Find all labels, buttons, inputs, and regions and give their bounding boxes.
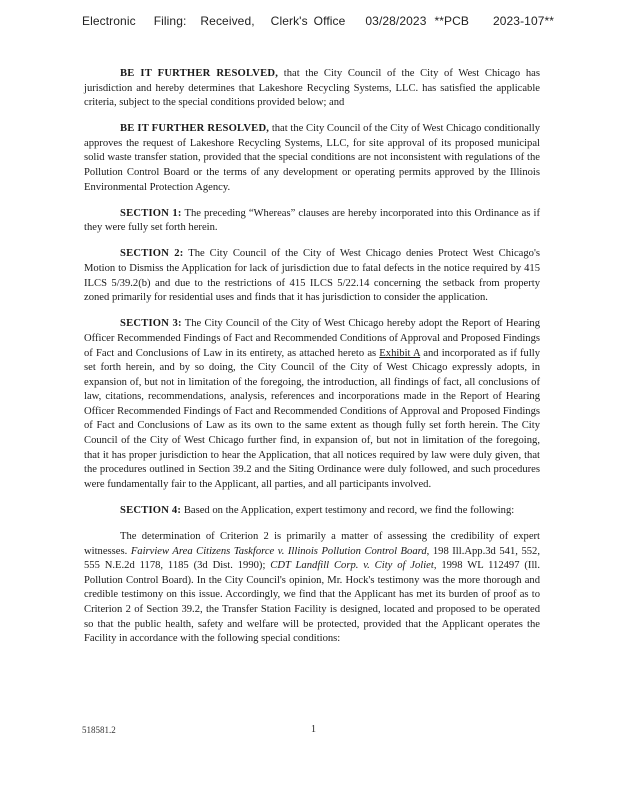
criterion-2-findings-paragraph xyxy=(84,530,540,647)
section-3-paragraph xyxy=(84,317,540,492)
paragraph-text: that the City Council of the City of West Chicago conditionally approves the request of Lakeshore Recycling Systems, LLC, for site approval of its proposed municipal solid waste transfer station, provided that the special conditions are not inconsistent with regulations of the Pollution Control Board or the terms of any development or operating permits approved by the Illinois Environmental Protection Agency. xyxy=(84,123,540,193)
stamp-word: Electronic xyxy=(82,14,136,28)
section-4-paragraph xyxy=(84,504,540,519)
section-1-paragraph xyxy=(84,207,540,236)
paragraph-text: and incorporated as if fully set forth herein, and by so doing, the City Council of the City of West Chicago expressly adopts, in expansion of, but not in limitation of the foregoing, the introduction, all findings of fact, all conclusions of law, citations, recommendations, analysis, references and incorporations made in the Report of Hearing Officer Recommended Findings of Fact and Recommended Conditions of Approval and Proposed Findings of Fact and Conclusions of Law as its own to the same extent as though fully set forth herein. The City Council of the City of West Chicago further find, in expansion of, but not in limitation of the foregoing, that it has proper jurisdiction to hear the Application, that all notices required by law were duly given, that the procedures outlined in Section 39.2 and the Siting Ordinance were duly followed, and such procedures were fundamentally fair to the Applicant, all parties, and all participants involved. xyxy=(84,347,540,490)
paragraph-text: that the City Council of the City of West Chicago has jurisdiction and hereby determines that Lakeshore Recycling Systems, LLC. has satisfied the applicable criteria, subject to the special conditions provided below; and xyxy=(84,68,540,109)
resolution-lead: BE IT FURTHER RESOLVED, xyxy=(120,68,279,79)
stamp-case-number: 2023-107** xyxy=(492,14,555,28)
section-heading: SECTION 3: xyxy=(120,318,182,330)
stamp-word: Filing: xyxy=(153,14,187,28)
stamp-date: 03/28/2023 xyxy=(365,14,427,28)
stamp-word: **PCB xyxy=(434,14,469,28)
resolution-paragraph-jurisdiction xyxy=(84,67,540,111)
stamp-word: Office xyxy=(313,14,346,28)
section-2-paragraph xyxy=(84,247,540,305)
stamp-word: Received, xyxy=(200,14,255,28)
paragraph-text: , 1998 WL 112497 (Ill. Pollution Control Board). In the City Council's opinion, Mr. Hock's testimony was the more thorough and credible testimony on this issue. Accordingly, we find that the Applicant has met its burden of proof as to Criterion 2 of Section 39.2, the Transfer Station Facility is designed, located and proposed to be operated so that the public health, safety and welfare will be protected, provided that the Applicant operates the Facility in accordance with the following special conditions: xyxy=(84,560,540,645)
case-citation: Fairview Area Citizens Taskforce v. Illinois Pollution Control Board xyxy=(130,545,427,557)
case-citation: CDT Landfill Corp. v. City of Joliet xyxy=(270,560,434,572)
section-heading: SECTION 1: xyxy=(120,207,182,219)
paragraph-text: The City Council of the City of West Chicago hereby adopt the Report of Hearing Officer Recommended Findings of Fact and Recommended Conditions of Approval and Proposed Findings of Fact and Conclusions of Law in its entirety, as attached hereto as xyxy=(84,318,540,359)
electronic-filing-stamp xyxy=(82,14,554,28)
resolution-lead: BE IT FURTHER RESOLVED, xyxy=(120,123,270,135)
paragraph-text: The City Council of the City of West Chicago denies Protect West Chicago's Motion to Dismiss the Application for lack of jurisdiction due to fatal defects in the notice required by 415 ILCS 5/39.2(b) and due to the restrictions of 415 ILCS 5/22.14 concerning the setback from property zoned primarily for residential uses and finds that it has jurisdiction to consider the application. xyxy=(84,248,540,304)
section-heading: SECTION 4: xyxy=(120,504,182,516)
paragraph-text: The preceding “Whereas” clauses are hereby incorporated into this Ordinance as if they were fully set forth herein. xyxy=(84,207,541,234)
document-id: 518581.2 xyxy=(82,725,116,735)
paragraph-text: The determination of Criterion 2 is primarily a matter of assessing the credibility of expert witnesses. xyxy=(84,531,540,557)
paragraph-text: , 198 Ill.App.3d 541, 552, 555 N.E.2d 1178, 1185 (3d Dist. 1990); xyxy=(84,545,540,572)
ordinance-body xyxy=(84,67,540,658)
section-heading: SECTION 2: xyxy=(120,248,184,260)
resolution-paragraph-approval xyxy=(84,122,540,195)
page-number: 1 xyxy=(311,724,316,735)
stamp-word: Clerk's xyxy=(270,14,308,28)
paragraph-text: Based on the Application, expert testimony and record, we find the following: xyxy=(181,504,515,516)
exhibit-a-reference: Exhibit A xyxy=(379,347,421,359)
